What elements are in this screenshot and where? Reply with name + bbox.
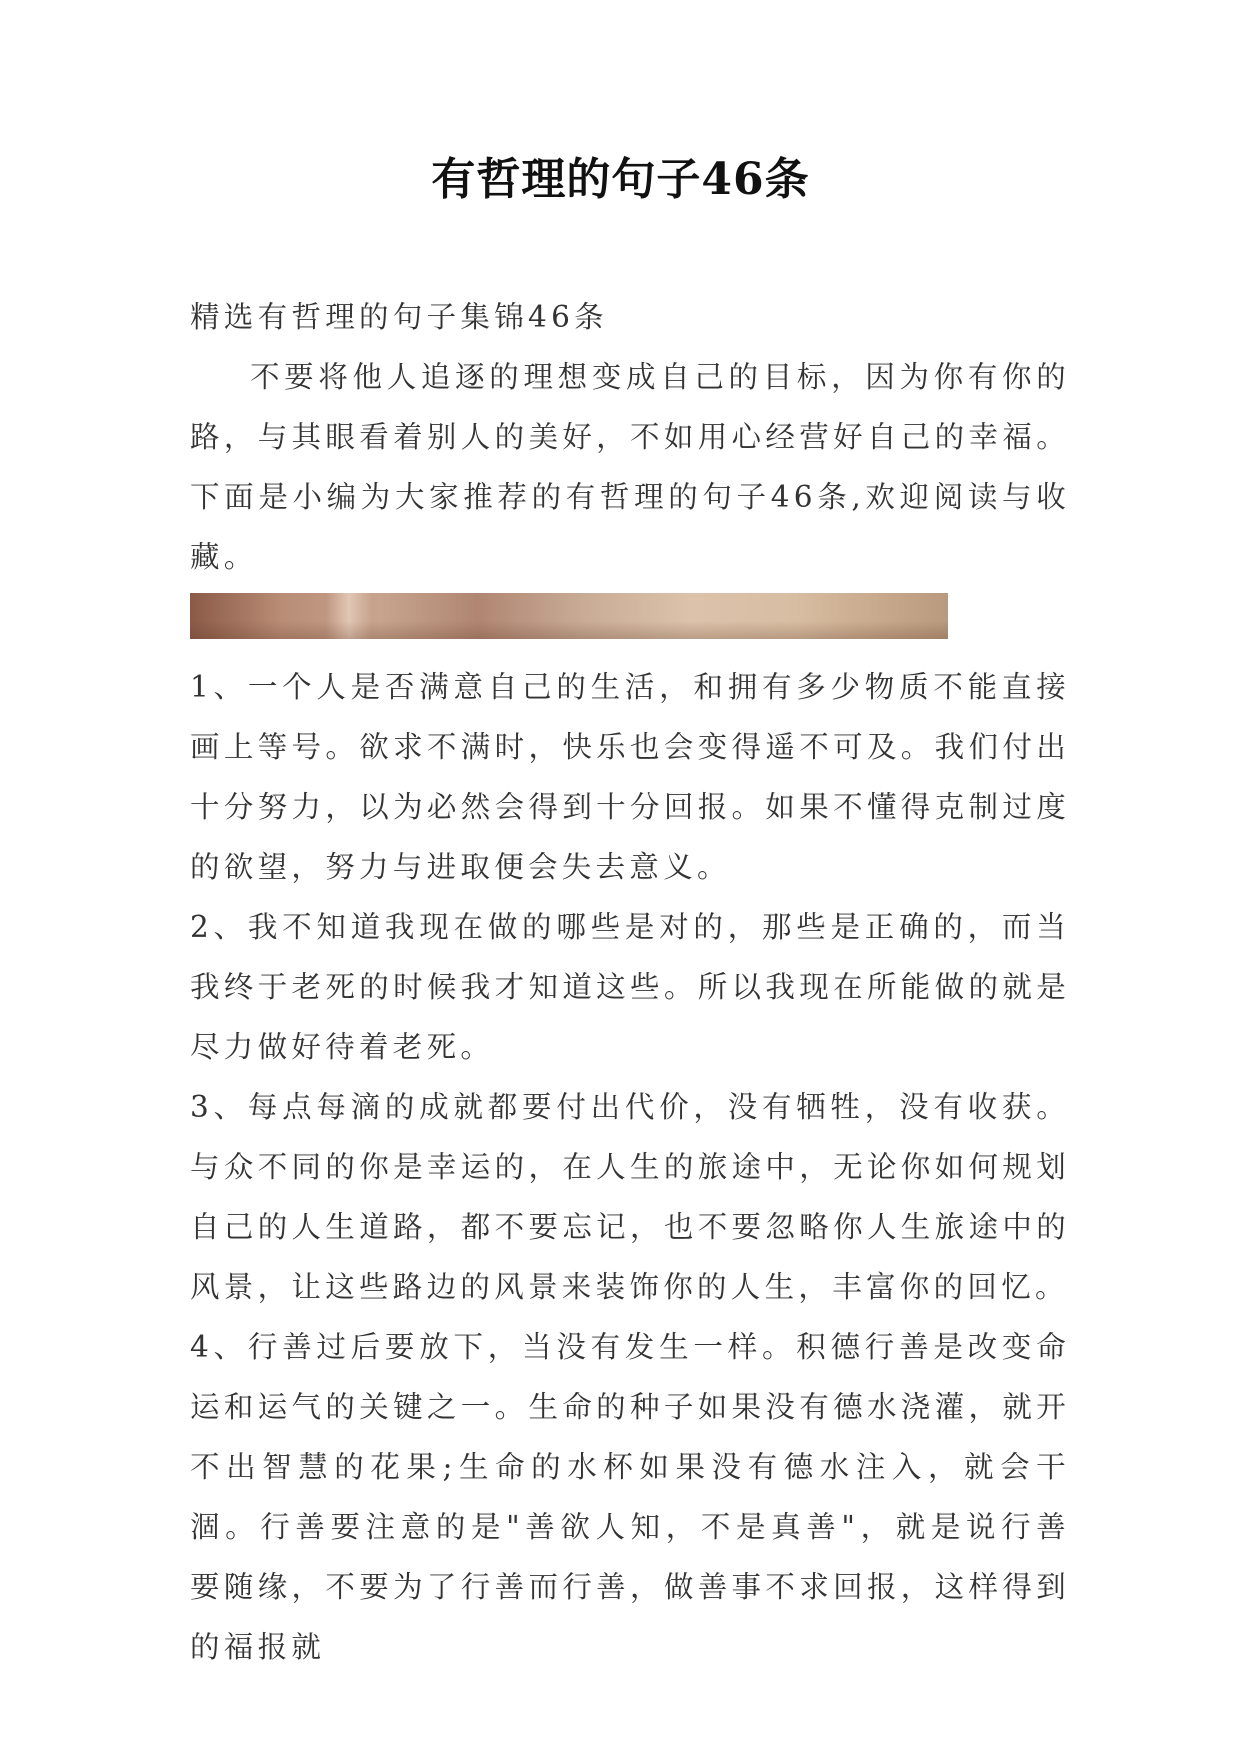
list-item-1: 1、一个人是否满意自己的生活，和拥有多少物质不能直接画上等号。欲求不满时，快乐也会变得遥不可及。我们付出十分努力，以为必然会得到十分回报。如果不懂得克制过度的欲望，努力与进取便会失去意义。 [190, 670, 1070, 884]
document-subtitle: 精选有哲理的句子集锦46条 [190, 300, 608, 334]
image-shade [190, 621, 948, 639]
article-image [190, 593, 948, 639]
document-body [190, 287, 1070, 1677]
document-title: 有哲理的句子46条 [431, 154, 810, 205]
list-item-2: 2、我不知道我现在做的哪些是对的，那些是正确的，而当我终于老死的时候我才知道这些。所以我现在所能做的就是尽力做好待着老死。 [190, 910, 1070, 1064]
intro-paragraph: 不要将他人追逐的理想变成自己的目标，因为你有你的路，与其眼看着别人的美好，不如用心经营好自己的幸福。下面是小编为大家推荐的有哲理的句子46条,欢迎阅读与收藏。 [190, 360, 1070, 574]
list-item-3: 3、每点每滴的成就都要付出代价，没有牺牲，没有收获。与众不同的你是幸运的，在人生的旅途中，无论你如何规划自己的人生道路，都不要忘记，也不要忽略你人生旅途中的风景，让这些路边的风景来装饰你的人生，丰富你的回忆。 [190, 1090, 1070, 1304]
list-item-4: 4、行善过后要放下，当没有发生一样。积德行善是改变命运和运气的关键之一。生命的种子如果没有德水浇灌，就开不出智慧的花果;生命的水杯如果没有德水注入，就会干涸。行善要注意的是"善欲人知，不是真善"，就是说行善要随缘，不要为了行善而行善，做善事不求回报，这样得到的福报就 [190, 1330, 1070, 1664]
